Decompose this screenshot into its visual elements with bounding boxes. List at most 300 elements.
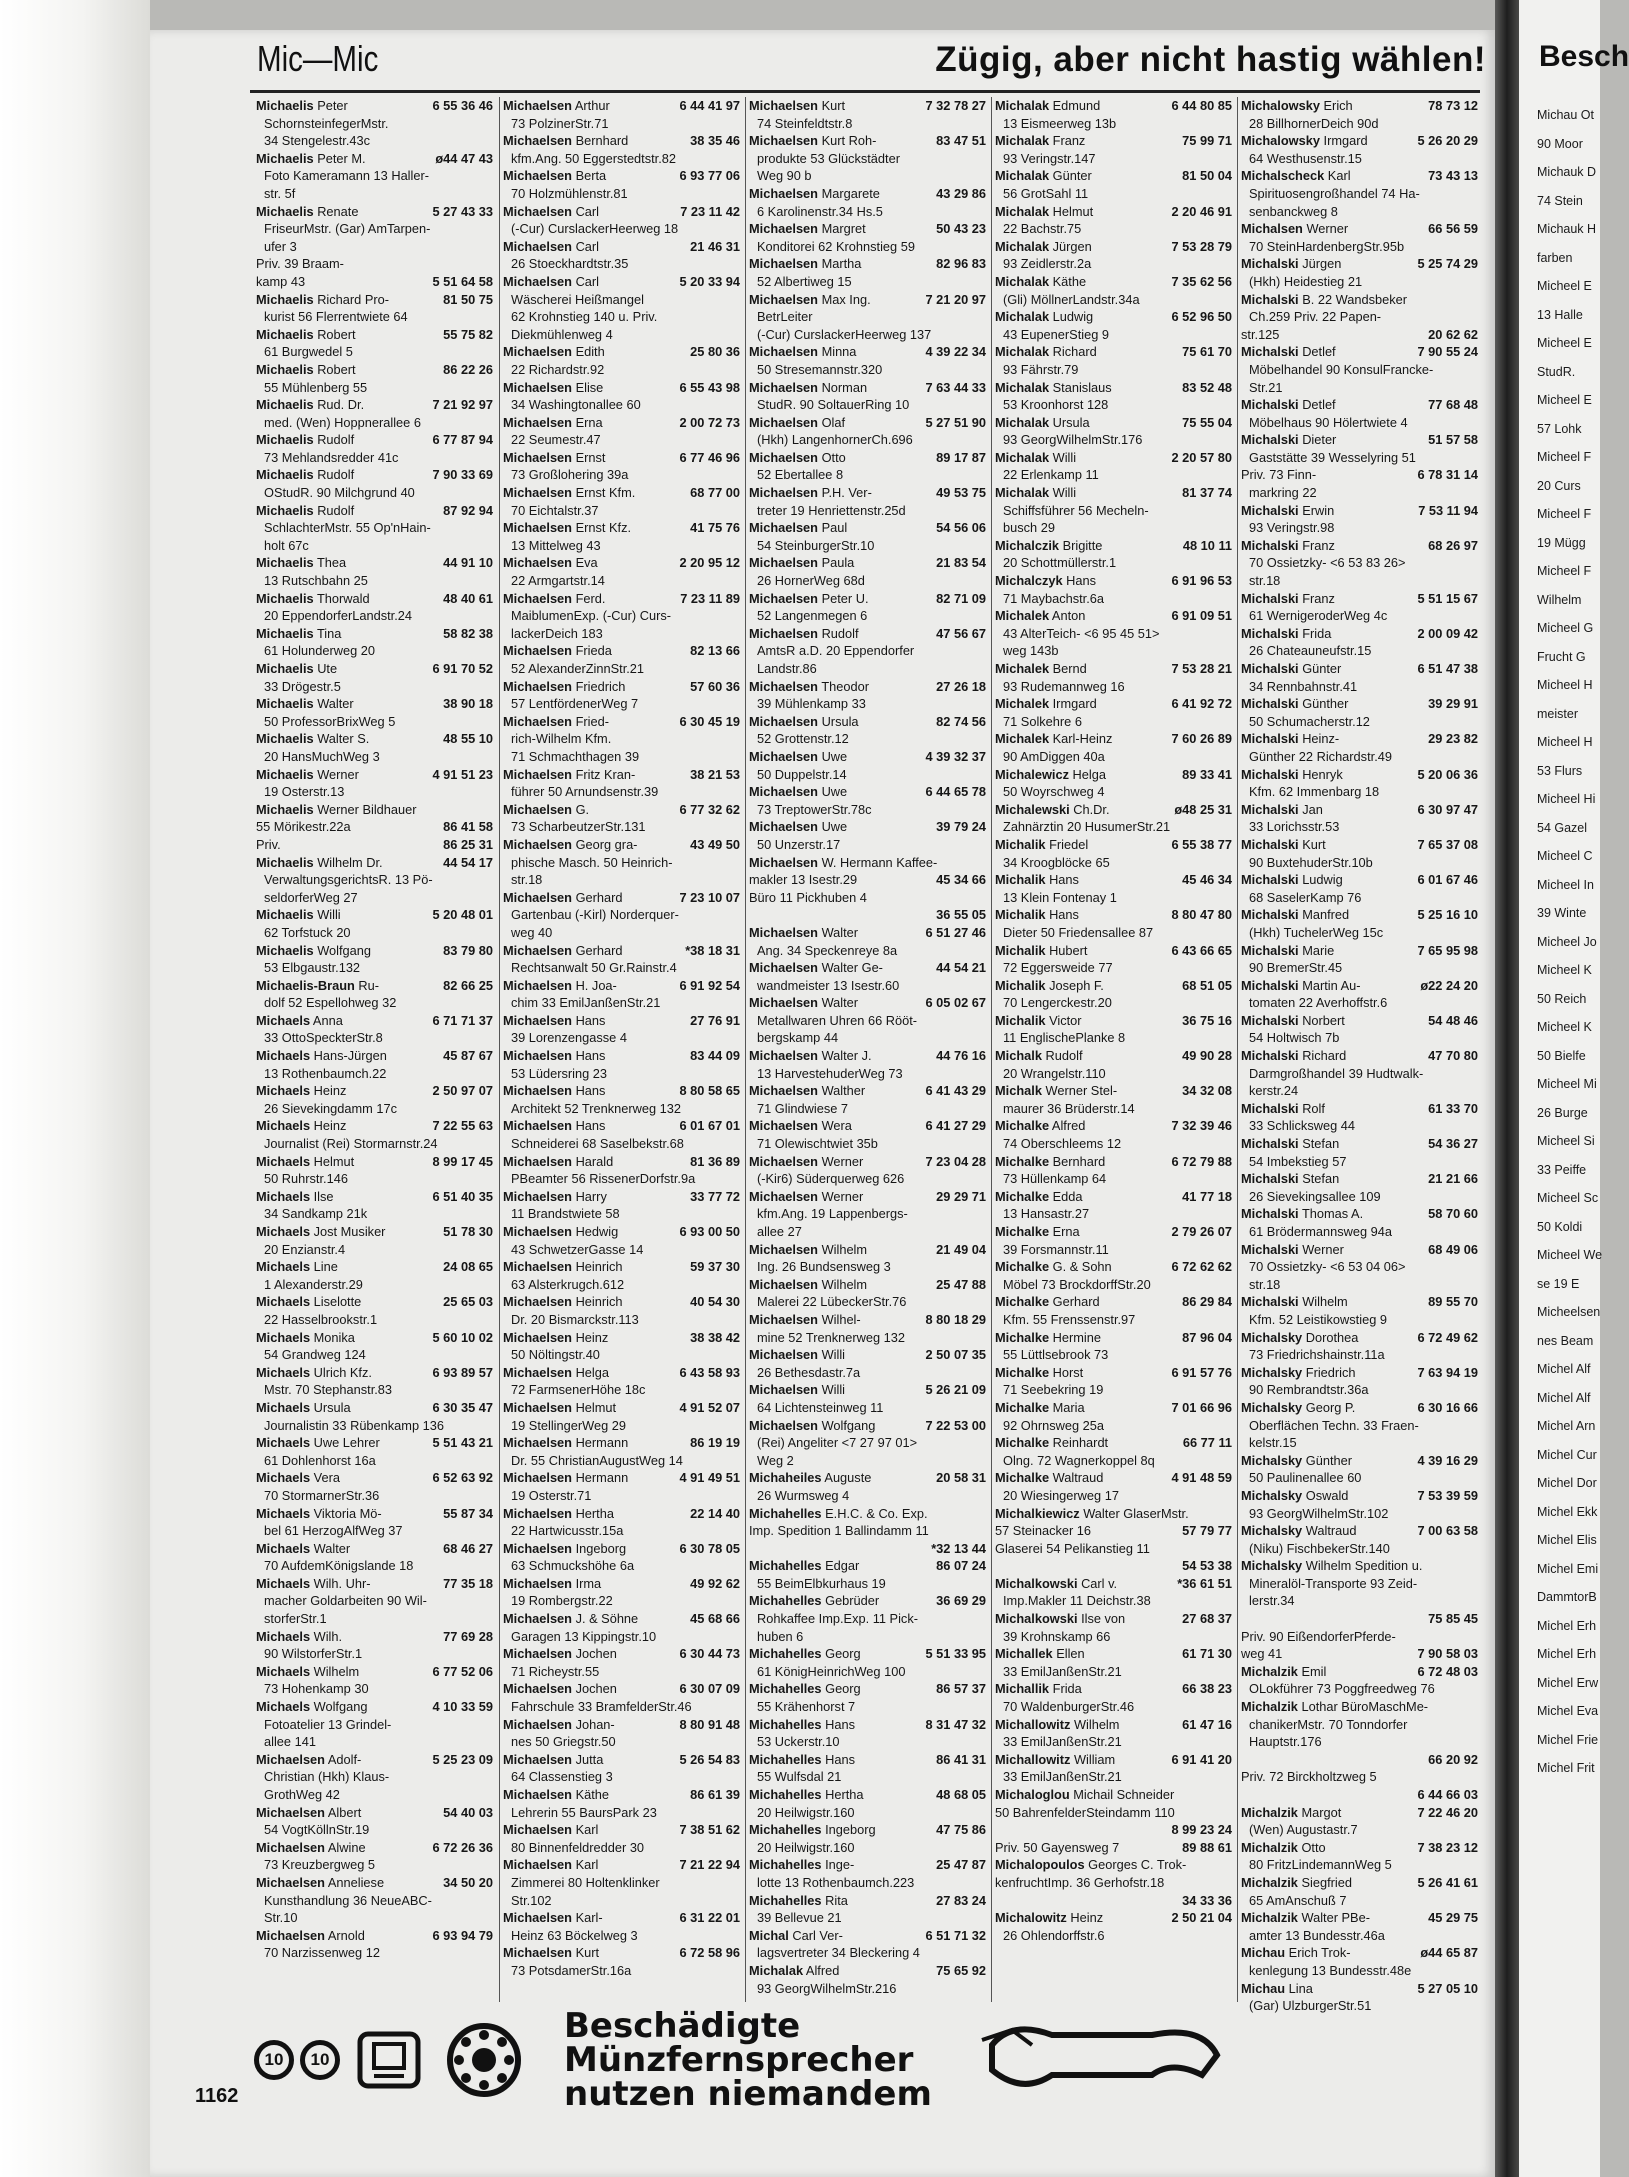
- entry-details: Auguste: [824, 1470, 872, 1486]
- entry-details: Wilhelm: [821, 1241, 868, 1257]
- directory-entry: [253, 1364, 497, 1399]
- next-page-fragment: 39 Winte: [1537, 906, 1587, 920]
- entry-phone-number: 48 10 11: [1182, 537, 1232, 553]
- entry-address-line: SchlachterMstr. 55 Op'nHain-: [264, 520, 431, 536]
- entry-address-line: 73 ScharbeutzerStr.131: [511, 819, 646, 835]
- entry-surname: Michahelles: [749, 1857, 822, 1873]
- entry-address-line: 73 Großlohering 39a: [511, 467, 629, 483]
- entry-first-line: [1241, 1522, 1478, 1540]
- directory-entry: [992, 871, 1236, 906]
- entry-details: Jost Musiker: [313, 1224, 386, 1239]
- entry-name-line: [749, 748, 847, 766]
- entry-details: Elise: [575, 379, 604, 395]
- directory-entry: [500, 1909, 744, 1944]
- directory-entry: [746, 818, 990, 853]
- directory-entry: [500, 1434, 744, 1469]
- entry-phone-number: 77 35 18: [443, 1575, 493, 1591]
- entry-details: Ingeborg: [825, 1822, 876, 1838]
- next-page-fragment: Michel Dor: [1537, 1476, 1597, 1490]
- entry-surname: Michalski: [1241, 537, 1299, 553]
- directory-entry: [1238, 167, 1482, 220]
- entry-phone-number: 7 21 20 97: [925, 291, 986, 307]
- entry-name-line: [503, 801, 589, 819]
- entry-name-line: [1241, 801, 1323, 819]
- entry-details: Rudolf: [821, 625, 859, 641]
- entry-address-line: 33 Drögestr.5: [264, 678, 341, 694]
- entry-details: Friedel: [1049, 836, 1089, 852]
- entry-details: Wilhelm Spedition u.: [1305, 1558, 1423, 1574]
- entry-phone-number: 48 55 10: [443, 731, 493, 747]
- entry-address-line: OLokführer 73 Poggfreedweg 76: [1249, 1681, 1435, 1697]
- entry-surname: Michalski: [1241, 661, 1299, 676]
- entry-phone-number: 5 25 74 29: [1417, 256, 1478, 272]
- directory-entry: [1238, 1557, 1482, 1610]
- entry-first-line: [995, 1364, 1232, 1382]
- entry-phone-number: 86 25 31: [443, 836, 493, 852]
- directory-entry: [1238, 1698, 1482, 1751]
- entry-name-line: [995, 1399, 1085, 1417]
- entry-phone-number: 41 77 18: [1182, 1188, 1232, 1204]
- entry-details: Hedwig: [575, 1224, 619, 1239]
- entry-first-line: [995, 1839, 1232, 1857]
- entry-address-line: chim 33 EmilJanßenStr.21: [511, 995, 661, 1011]
- entry-name-line: [503, 1153, 613, 1171]
- entry-name-line: [749, 519, 847, 537]
- entry-details: 57 Steinacker 16: [995, 1523, 1092, 1539]
- entry-name-line: [995, 1012, 1082, 1030]
- entry-name-line: [749, 1381, 845, 1399]
- entry-name-line: [256, 1082, 346, 1100]
- entry-details: Minna: [821, 344, 857, 360]
- entry-address-line: 61 Holunderweg 20: [264, 643, 375, 659]
- entry-name-line: [256, 1751, 361, 1769]
- entry-first-line: [256, 854, 493, 872]
- entry-details: Heinz-: [1302, 731, 1340, 747]
- entry-first-line: [749, 1276, 986, 1294]
- entry-first-line: [749, 1241, 986, 1259]
- entry-surname: Michaelsen: [256, 1839, 325, 1855]
- entry-name-line: [1241, 906, 1349, 924]
- entry-surname: Michaelsen: [256, 1874, 325, 1890]
- entry-address-line: str.18: [1249, 1276, 1281, 1292]
- directory-column: [499, 97, 744, 2002]
- entry-surname: Michalski: [1241, 1241, 1299, 1257]
- entry-name-line: [995, 1082, 1117, 1100]
- entry-address-line: MaiblumenExp. (-Cur) Curs-: [511, 608, 671, 624]
- directory-entry: [992, 238, 1236, 273]
- entry-address-line: mine 52 Trenknerweg 132: [757, 1329, 905, 1345]
- directory-entry: [253, 466, 497, 501]
- entry-surname: Michaelsen: [256, 1751, 325, 1767]
- directory-entry: [1238, 1452, 1482, 1487]
- entry-address-line: kenlegung 13 Bundesstr.48e: [1249, 1962, 1412, 1978]
- entry-name-line: [256, 203, 358, 221]
- entry-details: Günter: [1302, 661, 1342, 676]
- entry-surname: Michalscheck: [1241, 168, 1325, 184]
- entry-surname: Michahelles: [749, 1593, 822, 1609]
- entry-address-line: busch 29: [1003, 520, 1055, 536]
- entry-address-line: 56 GrotSahl 11: [1003, 185, 1089, 201]
- entry-phone-number: 4 91 52 07: [679, 1399, 740, 1415]
- entry-first-line: [1241, 1804, 1478, 1822]
- entry-name-line: [503, 836, 637, 854]
- entry-surname: Michaelsen: [503, 1294, 572, 1310]
- entry-first-line: [1241, 466, 1478, 484]
- entry-details: Albert: [327, 1804, 362, 1820]
- entry-address-line: Journalist (Rei) Stormarnstr.24: [264, 1136, 438, 1152]
- directory-entry: [500, 1786, 744, 1821]
- entry-phone-number: 38 38 42: [690, 1329, 740, 1345]
- directory-entry: [500, 132, 744, 167]
- entry-name-line: [256, 273, 305, 291]
- entry-address-line: 73 Hohenkamp 30: [264, 1681, 369, 1697]
- entry-surname: Michalowsky: [1241, 133, 1320, 149]
- entry-first-line: [503, 1434, 740, 1452]
- entry-details: Frieda: [575, 643, 612, 659]
- directory-entry: [1238, 220, 1482, 255]
- entry-address-line: (-Kir6) Süderquerweg 626: [757, 1171, 905, 1187]
- entry-address-line: (Gli) MöllnerLandstr.34a: [1003, 291, 1140, 307]
- entry-surname: Michaelsen: [503, 1435, 572, 1451]
- entry-phone-number: 5 27 51 90: [925, 414, 986, 430]
- directory-entry: [1238, 1610, 1482, 1628]
- entry-name-line: [1241, 1628, 1396, 1646]
- directory-entry: [992, 1540, 1236, 1558]
- entry-address-line: 39 Krohnskamp 66: [1003, 1628, 1111, 1644]
- entry-phone-number: 83 44 09: [690, 1048, 740, 1064]
- entry-first-line: [503, 414, 740, 432]
- entry-address-line: 53 Lüdersring 23: [511, 1065, 608, 1081]
- entry-first-line: [503, 1153, 740, 1171]
- directory-entry: [746, 1540, 990, 1558]
- entry-details: Priv.: [256, 836, 281, 852]
- entry-surname: Michaels: [256, 1540, 311, 1556]
- entry-details: Ru-: [358, 977, 380, 993]
- entry-first-line: [995, 1645, 1232, 1663]
- entry-first-line: [995, 1469, 1232, 1487]
- entry-details: Günter: [1052, 168, 1092, 184]
- entry-phone-number: 6 55 36 46: [432, 98, 493, 113]
- entry-name-line: [1241, 1329, 1358, 1347]
- directory-entry: [253, 396, 497, 431]
- entry-first-line: [749, 871, 986, 889]
- entry-address-line: 43 SchwetzerGasse 14: [511, 1241, 644, 1257]
- directory-entry: [746, 1188, 990, 1241]
- entry-name-line: [995, 1909, 1103, 1927]
- entry-details: Siegfried: [1301, 1874, 1352, 1890]
- entry-address-line: 61 Brödermannsweg 94a: [1249, 1224, 1392, 1239]
- entry-surname: Michallek: [995, 1646, 1053, 1662]
- entry-surname: Michaelsen: [749, 1118, 818, 1134]
- directory-column: [745, 97, 990, 2002]
- entry-address-line: Gartenbau (-Kirl) Norderquer-: [511, 907, 679, 923]
- entry-phone-number: 25 65 03: [443, 1294, 493, 1310]
- entry-details: Wolfgang: [317, 942, 372, 958]
- entry-phone-number: ø22 24 20: [1420, 977, 1478, 993]
- entry-details: Victor: [1049, 1012, 1082, 1028]
- entry-details: G.: [575, 801, 590, 817]
- entry-phone-number: 25 80 36: [690, 344, 740, 360]
- entry-first-line: [995, 1821, 1232, 1839]
- entry-details: Martin Au-: [1302, 977, 1361, 993]
- entry-first-line: [256, 291, 493, 309]
- entry-first-line: [256, 1628, 493, 1646]
- entry-phone-number: 83 52 48: [1182, 379, 1232, 395]
- entry-surname: Michaelsen: [749, 1153, 818, 1169]
- entry-details: Ferd.: [575, 590, 606, 606]
- entry-phone-number: 86 61 39: [690, 1787, 740, 1802]
- entry-surname: Michalzik: [1241, 1699, 1298, 1715]
- entry-first-line: [1241, 836, 1478, 854]
- directory-entry: [253, 766, 497, 801]
- entry-surname: Michaelis: [256, 801, 314, 817]
- entry-surname: Michaelis: [256, 502, 314, 518]
- entry-phone-number: 6 31 22 01: [679, 1910, 740, 1926]
- entry-phone-number: 7 23 10 07: [679, 889, 740, 905]
- directory-entry: [992, 1012, 1236, 1047]
- directory-entry: [500, 1293, 744, 1328]
- next-page-fragment: Micheel E: [1537, 336, 1592, 350]
- entry-first-line: [1241, 537, 1478, 555]
- directory-column: [991, 97, 1236, 2002]
- entry-details: Waltraud: [1305, 1523, 1357, 1539]
- entry-details: Franz: [1052, 133, 1086, 149]
- entry-first-line: [256, 1804, 493, 1822]
- entry-address-line: 72 Eggersweide 77: [1003, 960, 1113, 976]
- directory-entry: [1238, 1100, 1482, 1135]
- entry-first-line: [1241, 1452, 1478, 1470]
- entry-first-line: [256, 836, 493, 854]
- entry-address-line: 71 Richeystr.55: [511, 1663, 600, 1679]
- entry-phone-number: 6 93 00 50: [679, 1224, 740, 1239]
- entry-first-line: [1241, 730, 1478, 748]
- entry-address-line: Spirituosengroßhandel 74 Ha-: [1249, 185, 1420, 201]
- entry-name-line: [995, 1716, 1119, 1734]
- directory-column: [1237, 97, 1482, 2014]
- directory-entry: [253, 1293, 497, 1328]
- directory-entry: [1238, 1047, 1482, 1100]
- entry-surname: Michalski: [1241, 1136, 1299, 1152]
- directory-entry: [1238, 1944, 1482, 1979]
- entry-address-line: 70 Narzissenweg 12: [264, 1945, 380, 1961]
- directory-entry: [500, 1540, 744, 1575]
- entry-address-line: treter 19 Henriettenstr.25d: [757, 502, 906, 518]
- entry-name-line: [256, 1874, 384, 1892]
- entry-details: Walter PBe-: [1301, 1910, 1370, 1926]
- entry-phone-number: 6 41 43 29: [925, 1083, 986, 1099]
- entry-phone-number: 6 44 66 03: [1417, 1787, 1478, 1802]
- directory-entry: [746, 590, 990, 625]
- directory-entry: [500, 1610, 744, 1645]
- directory-entry: [746, 1153, 990, 1188]
- entry-first-line: [503, 942, 740, 960]
- entry-details: Emil: [1301, 1663, 1327, 1679]
- entry-name-line: [995, 1751, 1115, 1769]
- entry-phone-number: 36 69 29: [936, 1593, 986, 1609]
- entry-first-line: [1241, 167, 1478, 185]
- directory-entry: [992, 1434, 1236, 1469]
- entry-phone-number: 7 21 92 97: [432, 397, 493, 413]
- entry-surname: Michalsky: [1241, 1399, 1303, 1415]
- directory-entry: [253, 361, 497, 396]
- entry-first-line: [1241, 1610, 1478, 1628]
- emergency-badge: 10: [254, 2040, 294, 2080]
- entry-details: Willi: [821, 1347, 846, 1363]
- entry-details: weg 41: [1241, 1646, 1283, 1662]
- entry-name-line: [1241, 1170, 1339, 1188]
- entry-details: Norman: [821, 379, 868, 395]
- next-page-fragment: Michel Erw: [1537, 1675, 1599, 1690]
- entry-address-line: 92 Ohrnsweg 25a: [1003, 1417, 1105, 1433]
- entry-first-line: [1241, 906, 1478, 924]
- entry-first-line: [503, 1329, 740, 1347]
- entry-name-line: [1241, 326, 1279, 344]
- directory-entry: [992, 1821, 1236, 1839]
- entry-phone-number: [1228, 1786, 1232, 1804]
- entry-address-line: AmtsR a.D. 20 Eppendorfer: [757, 643, 915, 659]
- entry-phone-number: 59 37 30: [690, 1259, 740, 1275]
- entry-details: Glaserei 54 Pelikanstieg 11: [995, 1540, 1150, 1556]
- directory-entry: [500, 1153, 744, 1188]
- entry-phone-number: 5 25 16 10: [1417, 907, 1478, 923]
- entry-first-line: [256, 1698, 493, 1716]
- directory-entry: [1238, 1329, 1482, 1364]
- directory-entry: [253, 326, 497, 361]
- directory-entry: [746, 1592, 990, 1645]
- entry-phone-number: 48 40 61: [443, 590, 493, 606]
- directory-entry: [1238, 1874, 1482, 1909]
- entry-surname: Michalke: [995, 1224, 1050, 1239]
- entry-surname: Michalski: [1241, 344, 1299, 360]
- next-page-fragment: Michel Frie: [1537, 1732, 1599, 1747]
- entry-name-line: [503, 1188, 607, 1206]
- entry-address-line: 26 Stoeckhardtstr.35: [511, 256, 629, 272]
- directory-entry: [746, 519, 990, 554]
- entry-details: Waltraud: [1052, 1470, 1104, 1486]
- entry-details: Robert: [317, 326, 356, 342]
- directory-entry: [746, 1241, 990, 1276]
- entry-name-line: [749, 1311, 861, 1329]
- entry-phone-number: 8 80 91 48: [679, 1716, 740, 1732]
- entry-phone-number: 38 35 46: [690, 133, 740, 149]
- entry-phone-number: 5 51 43 21: [432, 1435, 493, 1451]
- entry-phone-number: 45 68 66: [690, 1611, 740, 1627]
- entry-first-line: [503, 678, 740, 696]
- directory-entry: [992, 977, 1236, 1012]
- entry-phone-number: 7 90 58 03: [1417, 1646, 1478, 1662]
- directory-entry: [1238, 1205, 1482, 1240]
- entry-phone-number: 61 47 16: [1182, 1716, 1232, 1732]
- entry-address-line: 90 Rembrandtstr.36a: [1249, 1382, 1369, 1398]
- directory-entry: [1238, 1663, 1482, 1698]
- entry-name-line: [995, 273, 1086, 291]
- entry-first-line: [749, 889, 986, 907]
- entry-phone-number: 2 00 09 42: [1417, 625, 1478, 641]
- entry-phone-number: 41 75 76: [690, 520, 740, 536]
- entry-name-line: [995, 1786, 1174, 1804]
- entry-phone-number: 34 32 08: [1182, 1083, 1232, 1099]
- directory-entry: [992, 607, 1236, 660]
- entry-surname: Michaels: [256, 1188, 311, 1204]
- entry-first-line: [256, 1540, 493, 1558]
- entry-phone-number: 55 87 34: [443, 1505, 493, 1521]
- entry-first-line: [1241, 801, 1478, 819]
- entry-name-line: [503, 642, 612, 660]
- entry-surname: Michaels: [256, 1364, 311, 1380]
- entry-surname: Michaelis: [256, 696, 314, 712]
- entry-details: Johan-: [575, 1716, 615, 1732]
- entry-details: Franz: [1302, 537, 1335, 553]
- entry-address-line: ufer 3: [264, 238, 297, 254]
- entry-address-line: 53 Uckerstr.10: [757, 1734, 840, 1750]
- entry-details: Helga: [575, 1364, 609, 1380]
- directory-entry: [992, 1153, 1236, 1188]
- entry-surname: Michaels: [256, 1118, 311, 1134]
- entry-address-line: macher Goldarbeiten 90 Wil-: [264, 1593, 427, 1609]
- directory-entry: [500, 678, 744, 713]
- directory-entry: [1238, 1645, 1482, 1663]
- next-page-fragment: farben: [1537, 250, 1573, 265]
- broken-handset-icon: [972, 2015, 1232, 2105]
- directory-entry: [746, 748, 990, 783]
- entry-details: Uwe: [821, 784, 848, 800]
- entry-name-line: [503, 1909, 603, 1927]
- entry-surname: Michaelsen: [749, 379, 818, 395]
- entry-phone-number: 21 46 31: [690, 238, 740, 254]
- directory-entry: [500, 1716, 744, 1751]
- entry-phone-number: 36 75 16: [1182, 1012, 1232, 1028]
- entry-phone-number: 66 56 59: [1428, 221, 1478, 237]
- entry-first-line: [256, 1434, 493, 1452]
- entry-name-line: [256, 1540, 350, 1558]
- entry-name-line: [256, 361, 356, 379]
- entry-phone-number: 6 71 71 37: [432, 1012, 493, 1028]
- entry-phone-number: 89 88 61: [1182, 1839, 1232, 1855]
- entry-address-line: 52 Grottenstr.12: [757, 731, 849, 747]
- entry-name-line: [1241, 1698, 1428, 1716]
- entry-first-line: [256, 625, 493, 643]
- entry-surname: Michalkowski: [995, 1611, 1078, 1627]
- entry-address-line: Garagen 13 Kippingstr.10: [511, 1628, 657, 1644]
- entry-name-line: [1241, 1487, 1348, 1505]
- entry-surname: Michalak: [995, 133, 1050, 149]
- entry-address-line: Fotoatelier 13 Grindel-: [264, 1716, 392, 1732]
- directory-entry: [253, 906, 497, 941]
- entry-phone-number: 7 23 11 89: [680, 590, 740, 606]
- entry-name-line: [1241, 836, 1326, 854]
- directory-entry: [1238, 766, 1482, 801]
- entry-address-line: weg 40: [511, 924, 553, 940]
- entry-name-line: [749, 1927, 843, 1945]
- entry-address-line: 50 Nöltingstr.40: [511, 1347, 600, 1363]
- entry-address-line: 61 Burgwedel 5: [264, 344, 353, 360]
- entry-details: Henryk: [1302, 766, 1343, 782]
- entry-address-line: lagsvertreter 34 Bleckering 4: [757, 1945, 920, 1961]
- entry-first-line: [995, 537, 1232, 555]
- entry-phone-number: 54 48 46: [1428, 1012, 1478, 1028]
- entry-phone-number: 6 30 16 66: [1417, 1399, 1478, 1415]
- entry-first-line: [503, 1856, 740, 1874]
- directory-entry: [992, 273, 1236, 308]
- entry-first-line: [995, 1047, 1232, 1065]
- entry-first-line: [503, 590, 740, 608]
- entry-address-line: 11 Brandstwiete 58: [511, 1206, 620, 1222]
- entry-name-line: [995, 906, 1079, 924]
- entry-first-line: [995, 1082, 1232, 1100]
- entry-address-line: 54 Grandweg 124: [264, 1347, 366, 1363]
- entry-details: Hertha: [575, 1505, 614, 1521]
- entry-name-line: [503, 1012, 605, 1030]
